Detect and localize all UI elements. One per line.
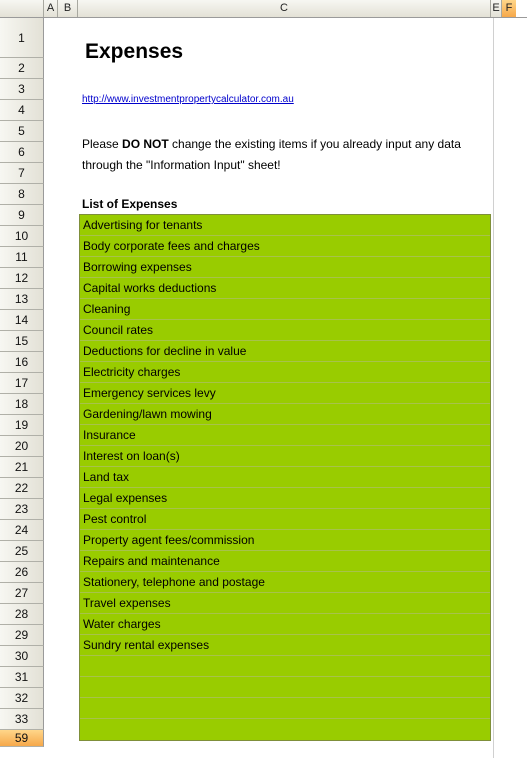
expense-item[interactable]: Capital works deductions	[80, 278, 490, 299]
expense-list	[79, 214, 491, 741]
row-header-32[interactable]: 32	[0, 688, 44, 709]
row-header-4[interactable]: 4	[0, 100, 44, 121]
row-header-10[interactable]: 10	[0, 226, 44, 247]
row-header-33[interactable]: 33	[0, 709, 44, 730]
row-header-59[interactable]: 59	[0, 730, 44, 747]
column-header-b[interactable]: B	[58, 0, 78, 17]
expense-item[interactable]: Water charges	[80, 614, 490, 635]
row-header-30[interactable]: 30	[0, 646, 44, 667]
worksheet-area[interactable]	[44, 18, 527, 758]
expense-item[interactable]: Borrowing expenses	[80, 257, 490, 278]
row-header-22[interactable]: 22	[0, 478, 44, 499]
expense-item[interactable]	[80, 719, 490, 740]
row-header-2[interactable]: 2	[0, 58, 44, 79]
expense-item[interactable]: Repairs and maintenance	[80, 551, 490, 572]
row-header-28[interactable]: 28	[0, 604, 44, 625]
row-header-14[interactable]: 14	[0, 310, 44, 331]
row-header-26[interactable]: 26	[0, 562, 44, 583]
column-divider	[493, 18, 494, 758]
row-header-18[interactable]: 18	[0, 394, 44, 415]
row-header-13[interactable]: 13	[0, 289, 44, 310]
row-header-19[interactable]: 19	[0, 415, 44, 436]
expense-item[interactable]: Electricity charges	[80, 362, 490, 383]
expense-item[interactable]: Advertising for tenants	[80, 215, 490, 236]
row-header-20[interactable]: 20	[0, 436, 44, 457]
row-header-1[interactable]: 1	[0, 18, 44, 58]
row-header-24[interactable]: 24	[0, 520, 44, 541]
row-header-bar	[0, 18, 44, 747]
expense-item[interactable]: Land tax	[80, 467, 490, 488]
expense-item[interactable]: Property agent fees/commission	[80, 530, 490, 551]
row-header-16[interactable]: 16	[0, 352, 44, 373]
row-header-6[interactable]: 6	[0, 142, 44, 163]
expense-item[interactable]: Cleaning	[80, 299, 490, 320]
expense-item[interactable]: Emergency services levy	[80, 383, 490, 404]
page-title: Expenses	[85, 40, 184, 63]
row-header-17[interactable]: 17	[0, 373, 44, 394]
expense-item[interactable]: Stationery, telephone and postage	[80, 572, 490, 593]
row-header-29[interactable]: 29	[0, 625, 44, 646]
row-header-12[interactable]: 12	[0, 268, 44, 289]
row-header-31[interactable]: 31	[0, 667, 44, 688]
row-header-3[interactable]: 3	[0, 79, 44, 100]
row-header-27[interactable]: 27	[0, 583, 44, 604]
row-header-25[interactable]: 25	[0, 541, 44, 562]
expense-item[interactable]: Pest control	[80, 509, 490, 530]
row-header-21[interactable]: 21	[0, 457, 44, 478]
column-header-a[interactable]: A	[44, 0, 58, 17]
select-all-corner[interactable]	[0, 0, 44, 17]
expense-item[interactable]: Council rates	[80, 320, 490, 341]
notice-text-before: Please	[82, 137, 123, 151]
row-header-7[interactable]: 7	[0, 163, 44, 184]
column-header-e[interactable]: E	[491, 0, 502, 17]
expense-item[interactable]: Body corporate fees and charges	[80, 236, 490, 257]
row-header-23[interactable]: 23	[0, 499, 44, 520]
expense-item[interactable]: Travel expenses	[80, 593, 490, 614]
expense-item[interactable]	[80, 656, 490, 677]
row-header-8[interactable]: 8	[0, 184, 44, 205]
expense-item[interactable]: Sundry rental expenses	[80, 635, 490, 656]
row-header-15[interactable]: 15	[0, 331, 44, 352]
column-header-c[interactable]: C	[78, 0, 491, 17]
expense-item[interactable]: Deductions for decline in value	[80, 341, 490, 362]
expense-item[interactable]: Gardening/lawn mowing	[80, 404, 490, 425]
expense-item[interactable]: Interest on loan(s)	[80, 446, 490, 467]
website-link[interactable]: http://www.investmentpropertycalculator.com.au	[82, 94, 294, 105]
row-header-5[interactable]: 5	[0, 121, 44, 142]
column-header-f[interactable]: F	[502, 0, 516, 17]
row-header-11[interactable]: 11	[0, 247, 44, 268]
expense-item[interactable]	[80, 677, 490, 698]
expense-item[interactable]: Insurance	[80, 425, 490, 446]
expense-item[interactable]: Legal expenses	[80, 488, 490, 509]
list-header: List of Expenses	[82, 197, 178, 211]
notice-text-after: change the existing items if you already input any data through the "Information Input" sheet!	[82, 137, 461, 172]
notice-emphasis: DO NOT	[122, 137, 169, 151]
expense-item[interactable]	[80, 698, 490, 719]
row-header-9[interactable]: 9	[0, 205, 44, 226]
warning-notice	[82, 134, 482, 176]
column-header-bar	[0, 0, 527, 18]
